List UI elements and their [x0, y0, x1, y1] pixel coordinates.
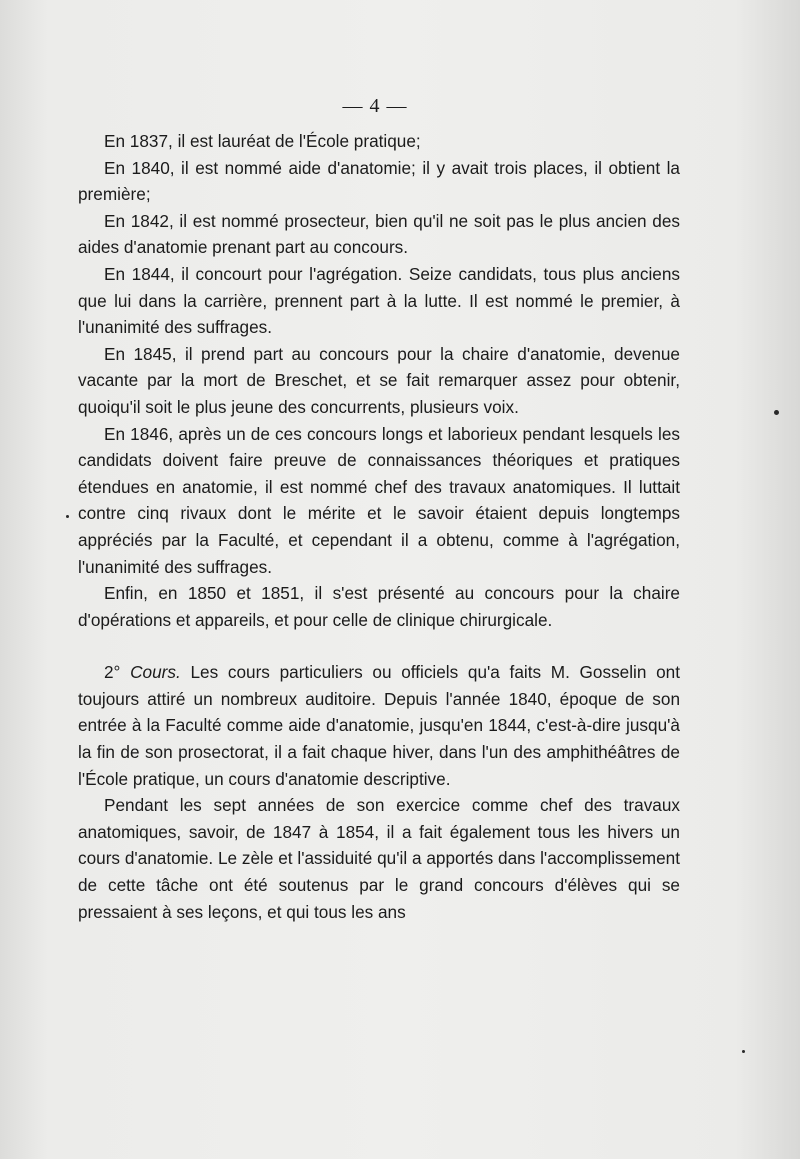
page-number: — 4 — [342, 95, 408, 117]
body-text [78, 128, 680, 925]
paragraph-cours [78, 659, 680, 792]
paragraph-1837: En 1837, il est lauréat de l'École pratique; [104, 131, 421, 151]
section-text: Les cours particuliers ou officiels qu'a faits M. Gosselin ont toujours attiré un nombreux auditoire. Depuis l'année 1840, époque de son entrée à la Faculté comme aide d'anatomie, jusqu'en 1844, c'est-à-dire jusqu'à la fin de son prosectorat, il a fait chaque hiver, dans l'un des amphithéâtres de l'École pratique, un cours d'anatomie descriptive. [78, 662, 680, 789]
paragraph-pendant: Pendant les sept années de son exercice comme chef des travaux anatomiques, savoir, de 1847 à 1854, il a fait également tous les hivers un cours d'anatomie. Le zèle et l'assiduité qu'il a apportés dans l'accomplissement de cette tâche ont été soutenus par le grand concours d'élèves qui se pressaient à ses leçons, et qui tous les ans [78, 795, 680, 922]
paragraph-1845: En 1845, il prend part au concours pour la chaire d'anatomie, devenue vacante par la mort de Breschet, et se fait remarquer assez pour obtenir, quoiqu'il soit le plus jeune des concurrents, plusieurs voix. [78, 343, 680, 417]
paragraph-1846: En 1846, après un de ces concours longs et laborieux pendant lesquels les candidats doivent faire preuve de connaissances théoriques et pratiques étendues en anatomie, il est nommé chef des travaux anatomiques. Il luttait contre cinq rivaux dont le mérite et le savoir étaient depuis longtemps appréciés par la Faculté, et cependant il a obtenu, comme à l'agrégation, l'unanimité des suffrages. [78, 423, 680, 577]
section-gap [78, 633, 680, 659]
ink-speck [66, 515, 69, 518]
paragraph-1844: En 1844, il concourt pour l'agrégation. Seize candidats, tous plus anciens que lui dans la carrière, prennent part à la lutte. Il est nommé le premier, à l'unanimité des suffrages. [78, 263, 680, 338]
section-number: 2° [104, 662, 121, 683]
paragraph-1840: En 1840, il est nommé aide d'anatomie; il y avait trois places, il obtient la première; [78, 157, 680, 205]
ink-speck [742, 1050, 745, 1053]
ink-speck [774, 410, 779, 415]
section-label: Cours. [130, 662, 181, 683]
paragraph-1850: Enfin, en 1850 et 1851, il s'est présenté au concours pour la chaire d'opérations et appareils, et pour celle de clinique chirurgicale. [78, 583, 680, 630]
paragraph-1842: En 1842, il est nommé prosecteur, bien qu'il ne soit pas le plus ancien des aides d'anatomie prenant part au concours. [78, 210, 680, 258]
